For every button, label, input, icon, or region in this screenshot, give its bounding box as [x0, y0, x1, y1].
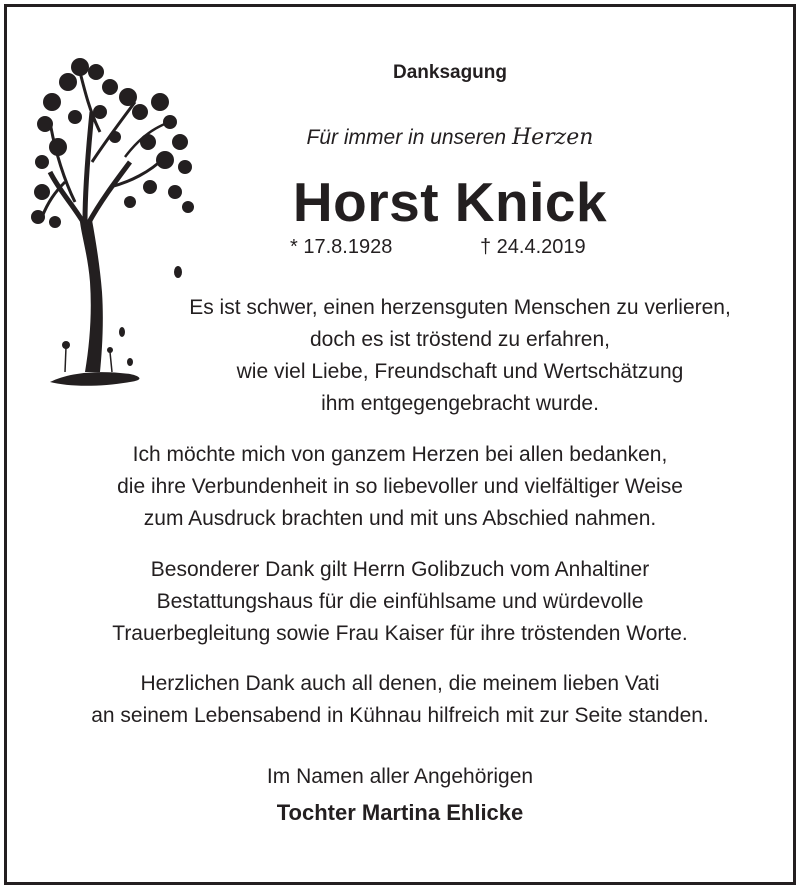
paragraph-line: zum Ausdruck brachten und mit uns Abschied nahmen.	[143, 507, 657, 530]
birth-date: * 17.8.1928	[290, 236, 393, 258]
deceased-name: Horst Knick	[292, 171, 608, 233]
death-date: † 24.4.2019	[480, 236, 586, 258]
paragraph-4	[0, 668, 800, 732]
paragraph-1	[120, 292, 800, 420]
subtitle-script-word: Herzen	[511, 125, 594, 150]
paragraph-line: Besonderer Dank gilt Herrn Golibzuch vom Anhaltiner	[150, 558, 650, 581]
signature-intro: Im Namen aller Angehörigen	[266, 765, 534, 788]
paragraph-2	[0, 439, 800, 535]
paragraph-line: Bestattungshaus für die einfühlsame und würdevolle	[156, 590, 644, 613]
notice-heading: Danksagung	[392, 62, 508, 83]
subtitle-prefix: Für immer in unseren	[306, 126, 507, 149]
paragraph-3	[0, 554, 800, 650]
paragraph-line: Herzlichen Dank auch all denen, die meinem lieben Vati	[140, 672, 660, 695]
notice-subtitle	[200, 125, 700, 150]
paragraph-line: wie viel Liebe, Freundschaft und Wertschätzung	[236, 360, 684, 383]
paragraph-line: an seinem Lebensabend in Kühnau hilfreich mit zur Seite standen.	[91, 704, 709, 727]
paragraph-line: Trauerbegleitung sowie Frau Kaiser für ihre tröstenden Worte.	[112, 622, 688, 645]
paragraph-line: die ihre Verbundenheit in so liebevoller und vielfältiger Weise	[117, 475, 683, 498]
paragraph-line: Es ist schwer, einen herzensguten Menschen zu verlieren,	[189, 296, 731, 319]
paragraph-line: Ich möchte mich von ganzem Herzen bei allen bedanken,	[132, 443, 668, 466]
signature-name: Tochter Martina Ehlicke	[276, 800, 524, 825]
paragraph-line: doch es ist tröstend zu erfahren,	[310, 328, 610, 351]
paragraph-line: ihm entgegengebracht wurde.	[321, 392, 599, 415]
